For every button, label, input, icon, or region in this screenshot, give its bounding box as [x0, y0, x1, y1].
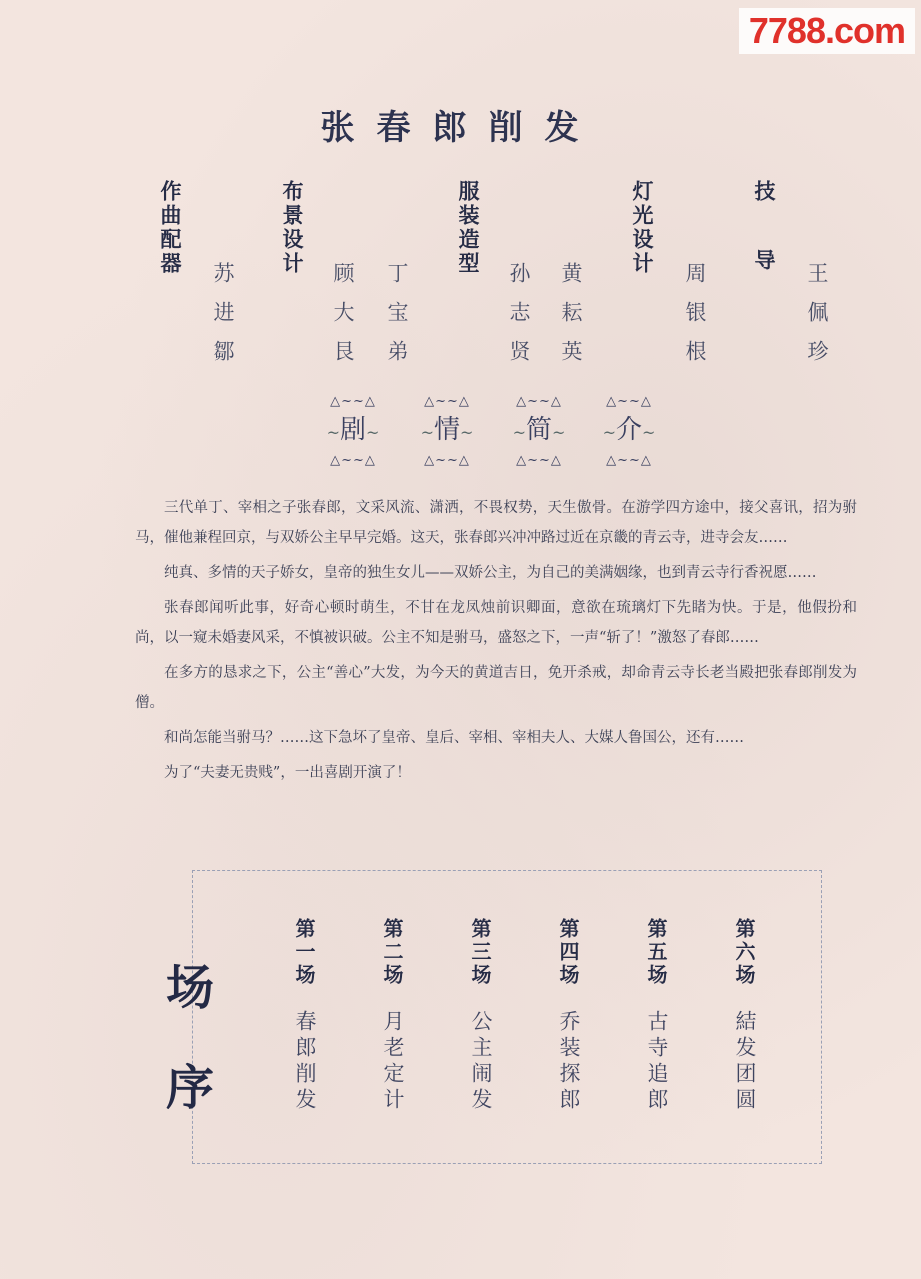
watermark-logo: 7788.com [739, 8, 915, 54]
scene-number: 第三场 [468, 918, 492, 987]
credit-role-technique: 技导 [752, 180, 777, 318]
page-title: 张春郎削发 [320, 108, 601, 148]
heading-deco-top: △~~△ [606, 394, 652, 409]
credit-role-music: 作曲配器 [158, 180, 183, 276]
scene-title: 月老定计 [381, 1010, 405, 1114]
scene-number: 第二场 [380, 918, 404, 987]
heading-deco-top: △~~△ [330, 394, 376, 409]
credit-name-set-2: 丁宝弟 [385, 262, 409, 379]
heading-deco-bottom: △~~△ [606, 453, 652, 468]
scene-number: 第四场 [556, 918, 580, 987]
credit-name-technique-1: 王佩珍 [805, 262, 829, 379]
heading-char: 简 [525, 415, 552, 445]
synopsis-body [135, 493, 857, 793]
synopsis-paragraph: 三代单丁、宰相之子张春郎，文采风流、潇洒，不畏权势，天生傲骨。在游学四方途中，接父喜讯，招为驸马，催他兼程回京，与双娇公主早早完婚。这天，张春郎兴冲冲路过近在京畿的青云寺，进寺会友…… [135, 500, 857, 546]
heading-deco-bottom: △~~△ [330, 453, 376, 468]
synopsis-paragraph: 在多方的恳求之下，公主“善心”大发，为今天的黄道吉日，免开杀戒，却命青云寺长老当殿把张春郎削发为僧。 [135, 665, 857, 711]
synopsis-paragraph: 为了“夫妻无贵贱”，一出喜剧开演了！ [164, 765, 411, 781]
scene-title: 古寺追郎 [645, 1010, 669, 1114]
heading-deco-top: △~~△ [516, 394, 562, 409]
scene-item [554, 918, 594, 1114]
credit-name-lighting-1: 周银根 [683, 262, 707, 379]
scene-item [290, 918, 330, 1114]
scene-title: 春郎削发 [293, 1010, 317, 1114]
heading-deco-bottom: △~~△ [424, 453, 470, 468]
heading-deco-top: △~~△ [424, 394, 470, 409]
scene-number: 第六场 [732, 918, 756, 987]
scene-title: 結发团圆 [733, 1010, 757, 1114]
synopsis-paragraph: 和尚怎能当驸马？……这下急坏了皇帝、皇后、宰相、宰相夫人、大媒人鲁国公，还有…… [164, 730, 744, 746]
heading-char: 剧 [339, 415, 366, 445]
scene-item [642, 918, 682, 1114]
synopsis-heading-char: △~~△ ~简~ △~~△ [504, 395, 574, 465]
scene-title: 公主闹发 [469, 1010, 493, 1114]
synopsis-paragraph: 张春郎闻听此事，好奇心顿时萌生，不甘在龙凤烛前识卿面，意欲在琉璃灯下先睹为快。于是，他假扮和尚，以一窥未婚妻风采，不慎被识破。公主不知是驸马，盛怒之下，一声“斩了！”激怒了春郎…… [135, 600, 857, 646]
credit-role-lighting: 灯光设计 [630, 180, 655, 276]
credit-name-costume-1: 孙志贤 [507, 262, 531, 379]
credit-role-costume: 服装造型 [456, 180, 481, 276]
heading-char: 情 [433, 415, 460, 445]
scene-item [466, 918, 506, 1114]
synopsis-paragraph: 纯真、多情的天子娇女，皇帝的独生女儿——双娇公主，为自己的美满姻缘，也到青云寺行香祝愿…… [164, 565, 817, 581]
credit-name-set-1: 顾大艮 [331, 262, 355, 379]
scene-label-char: 场 [165, 960, 214, 1016]
synopsis-heading-char: △~~△ ~介~ △~~△ [594, 395, 664, 465]
synopsis-heading-char: △~~△ ~剧~ △~~△ [318, 395, 388, 465]
scene-title: 乔装探郎 [557, 1010, 581, 1114]
scene-order-label [160, 938, 220, 1138]
scene-order-box [192, 870, 822, 1164]
heading-deco-bottom: △~~△ [516, 453, 562, 468]
scene-label-char: 序 [165, 1060, 214, 1116]
synopsis-heading [0, 394, 921, 468]
scene-item [378, 918, 418, 1114]
scene-item [730, 918, 770, 1114]
credit-role-set: 布景设计 [280, 180, 305, 276]
credit-name-music-1: 苏进鄒 [211, 262, 235, 379]
scene-number: 第五场 [644, 918, 668, 987]
scene-number: 第一场 [292, 918, 316, 987]
synopsis-heading-char: △~~△ ~情~ △~~△ [412, 395, 482, 465]
heading-char: 介 [615, 415, 642, 445]
credit-name-costume-2: 黄耘英 [559, 262, 583, 379]
